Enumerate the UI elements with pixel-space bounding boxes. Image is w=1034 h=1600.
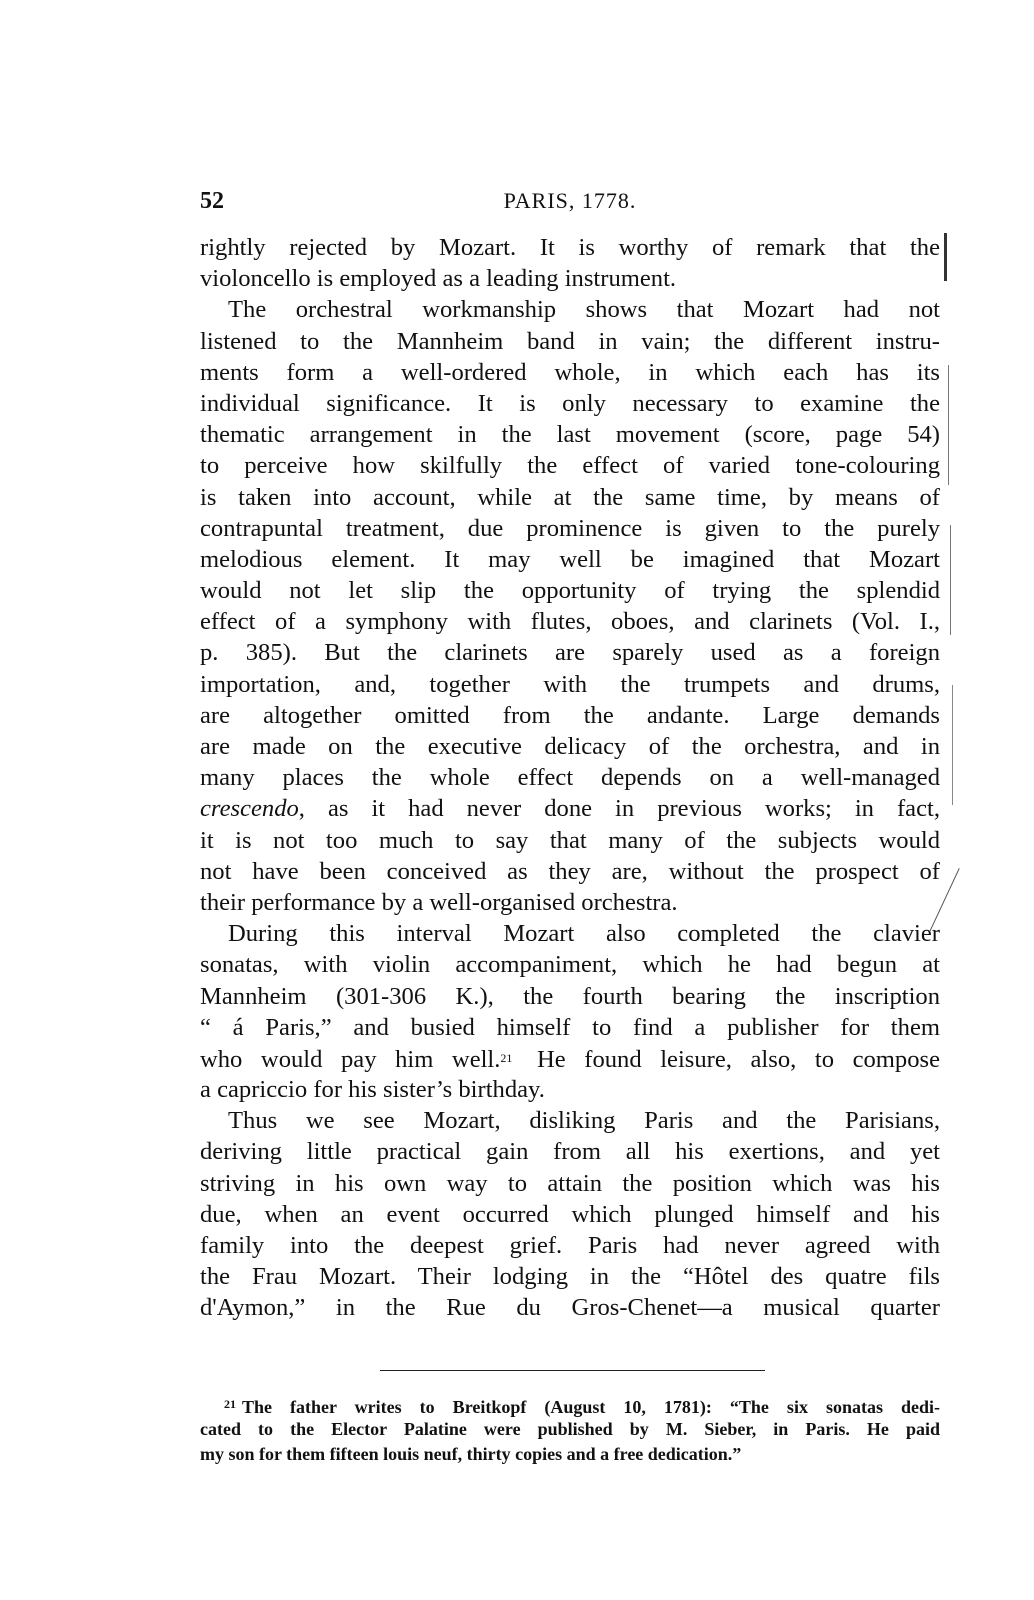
text-line: p. 385). But the clarinets are sparely used as a foreign [200,639,940,667]
footnote-line [200,1392,940,1417]
body-text [200,232,940,1324]
text-line: the Frau Mozart. Their lodging in the “Hôtel des quatre fils [200,1263,940,1291]
page-header [200,186,940,216]
text-line-with-footnote [200,1043,940,1074]
paragraph-2 [200,294,940,918]
margin-mark [952,685,953,805]
text-line: are altogether omitted from the andante. Large demands [200,701,940,729]
text-line: many places the whole effect depends on a well-managed [200,764,940,792]
text-line: listened to the Mannheim band in vain; the different instru- [200,327,940,355]
text-line: family into the deepest grief. Paris had never agreed with [200,1232,940,1259]
text-line: rightly rejected by Mozart. It is worthy of remark that the [200,234,940,261]
text-line: deriving little practical gain from all his exertions, and yet [200,1138,940,1166]
text-line: are made on the executive delicacy of the orchestra, and in [200,733,940,760]
margin-pencil-marks [930,225,970,945]
text-segment: who would pay him well. [200,1045,501,1073]
footnote [200,1392,940,1467]
text-line: sonatas, with violin accompaniment, which he had begun at [200,951,940,979]
margin-mark [950,525,951,635]
text-line: due, when an event occurred which plunged himself and his [200,1200,940,1228]
text-line: “ á Paris,” and busied himself to find a publisher for them [200,1013,940,1041]
page-number: 52 [200,188,224,214]
footnote-reference[interactable]: 21 [500,1050,513,1065]
text-segment: He found leisure, also, to compose [537,1045,940,1073]
text-line: it is not too much to say that many of the subjects would [200,826,940,854]
footnote-line: my son for them fifteen louis neuf, thirty copies and a free dedication.” [200,1444,742,1464]
text-line: individual significance. It is only necessary to examine the [200,389,940,417]
text-line: During this interval Mozart also completed the clavier [228,920,940,948]
text-line: a capriccio for his sister’s birthday. [200,1076,545,1104]
margin-mark [948,365,949,485]
running-title: PARIS, 1778. [503,188,637,213]
text-line: violoncello is employed as a leading instrument. [200,265,677,293]
text-line: importation, and, together with the trumpets and drums, [200,670,940,698]
text-line: not have been conceived as they are, without the prospect of [200,857,940,885]
text-line: The orchestral workmanship shows that Mozart had not [228,296,940,324]
text-line: striving in his own way to attain the position which was his [200,1169,940,1197]
paragraph-4 [200,1105,940,1323]
text-line: crescendo, as it had never done in previous works; in fact, [200,795,940,823]
emphasis-text: crescendo [200,795,299,823]
text-line: their performance by a well-organised orchestra. [200,888,678,916]
text-line: d'Aymon,” in the Rue du Gros-Chenet—a musical quarter [200,1294,940,1322]
text-line: ments form a well-ordered whole, in which each has its [200,358,940,386]
text-line: Thus we see Mozart, disliking Paris and the Parisians, [228,1107,940,1135]
text-line: thematic arrangement in the last movement (score, page 54) [200,421,940,449]
footnote-line: cated to the Elector Palatine were published by M. Sieber, in Paris. He paid [200,1419,940,1439]
paragraph-1 [200,232,940,294]
paragraph-3 [200,918,940,1105]
margin-mark [929,868,959,932]
text-line: would not let slip the opportunity of trying the splendid [200,577,940,605]
text-line: contrapuntal treatment, due prominence is given to the purely [200,514,940,542]
text-line: to perceive how skilfully the effect of varied tone-colouring [200,452,940,480]
footnote-text: The father writes to Breitkopf (August 10, 1781): “The six sonatas dedi- [242,1397,940,1417]
text-line: effect of a symphony with flutes, oboes, and clarinets (Vol. I., [200,608,940,636]
text-line: Mannheim (301-306 K.), the fourth bearing the inscription [200,982,940,1010]
text-line: melodious element. It may well be imagined that Mozart [200,545,940,573]
margin-mark [944,233,947,281]
footnote-mark: 21 [224,1397,236,1411]
text-line: is taken into account, while at the same time, by means of [200,483,940,511]
footnote-rule [380,1370,765,1371]
